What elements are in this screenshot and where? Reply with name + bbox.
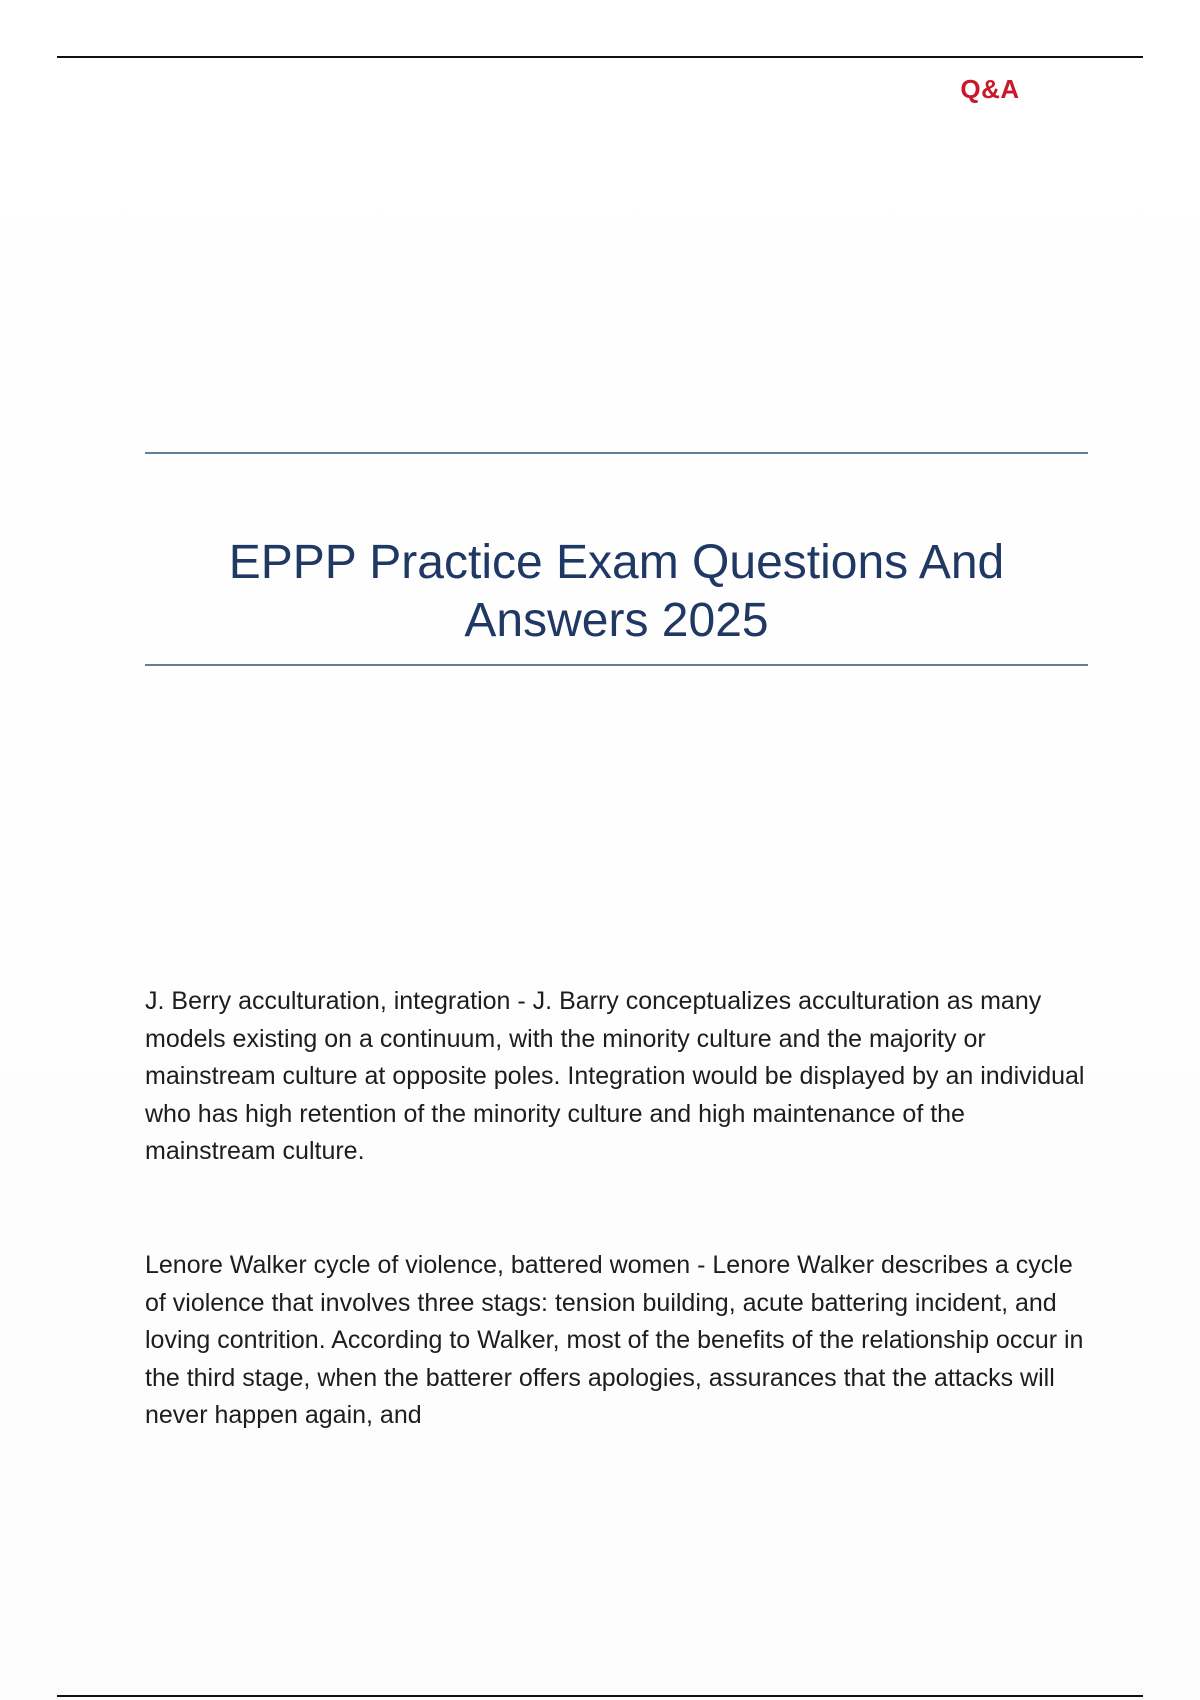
qa-badge: Q&A [960,74,1020,104]
document-title-line-2: Answers 2025 [464,594,769,647]
qa-entry-walker-cycle-of-violence: Lenore Walker cycle of violence, battered women - Lenore Walker describes a cycle of violence that involves three stags: tension building, acute battering incident, and loving contrition. According to Walker, most of the benefits of the relationship occur in the third stage, when the batterer offers apologies, assurances that the attacks will never happen again, and [145,1251,1084,1429]
title-rule-top [145,452,1088,454]
qa-entry-berry-acculturation: J. Berry acculturation, integration - J. Barry conceptualizes acculturation as many models existing on a continuum, with the minority culture and the majority or mainstream culture at opposite poles. Integration would be displayed by an individual who has high retention of the minority culture and high maintenance of the mainstream culture. [145,987,1085,1165]
title-block [145,452,1088,666]
title-rule-bottom [145,664,1088,666]
page-bottom-rule [57,1695,1143,1697]
document-title-line-1: EPPP Practice Exam Questions And [228,536,1005,589]
document-title [145,534,1088,650]
page-top-rule [57,56,1143,58]
